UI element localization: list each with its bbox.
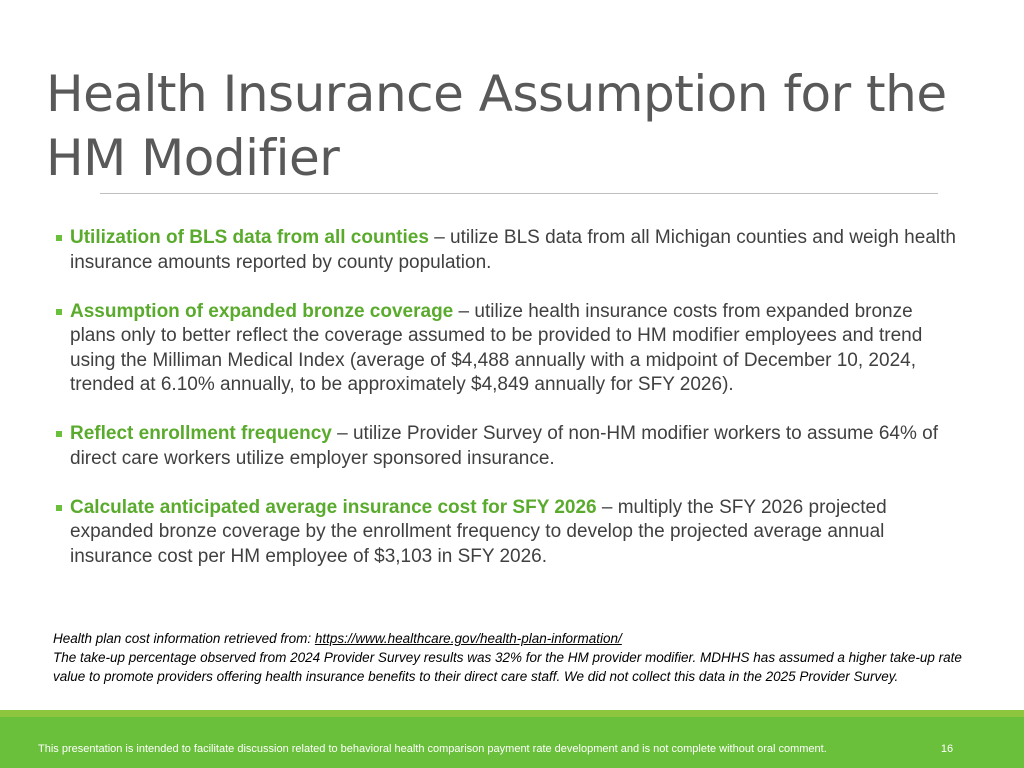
bullet-list [56, 226, 956, 594]
footnote-note: The take-up percentage observed from 2024 Provider Survey results was 32% for the HM provider modifier. MDHHS has assumed a higher take-up rate value to promote providers offering health insurance benefits to their direct care staff. We did not collect this data in the 2025 Provider Survey. [53, 650, 962, 684]
title-divider [100, 193, 938, 194]
bullet-heading: Assumption of expanded bronze coverage [70, 300, 454, 322]
bullet-text: – utilize health insurance costs from expanded bronze plans only to better reflect the coverage assumed to be provided to HM modifier employees and trend using the Milliman Medical Index (average of $4,488 annually with a midpoint of December 10, 2024, trended at 6.10% annually, to be approximately $4,849 annually for SFY 2026). [70, 300, 923, 395]
bullet-item [56, 496, 956, 570]
footer-disclaimer: This presentation is intended to facilitate discussion related to behavioral health comparison payment rate development and is not complete without oral comment. [38, 743, 827, 755]
square-bullet-icon [56, 309, 62, 315]
footnote-source-prefix: Health plan cost information retrieved from: [53, 631, 315, 646]
bullet-text: – utilize BLS data from all Michigan counties and weigh health insurance amounts reported by county population. [70, 227, 956, 273]
footnote [53, 629, 983, 686]
page-number: 16 [940, 743, 954, 755]
source-link[interactable]: https://www.healthcare.gov/health-plan-information/ [314, 631, 622, 646]
square-bullet-icon [56, 235, 62, 241]
slide-title: Health Insurance Assumption for the HM Modifier [46, 65, 947, 187]
bullet-item [56, 300, 956, 398]
bullet-text: – utilize Provider Survey of non-HM modifier workers to assume 64% of direct care workers utilize employer sponsored insurance. [70, 423, 938, 469]
square-bullet-icon [56, 431, 62, 437]
footer-accent-stripe [0, 710, 1024, 717]
square-bullet-icon [56, 505, 62, 511]
bullet-text: – multiply the SFY 2026 projected expanded bronze coverage by the enrollment frequency to develop the projected average annual insurance cost per HM employee of $3,103 in SFY 2026. [70, 496, 887, 567]
bullet-item [56, 422, 956, 471]
bullet-heading: Calculate anticipated average insurance cost for SFY 2026 [70, 496, 597, 518]
bullet-heading: Reflect enrollment frequency [70, 423, 332, 444]
bullet-item [56, 226, 956, 275]
bullet-heading: Utilization of BLS data from all counties [70, 227, 429, 248]
